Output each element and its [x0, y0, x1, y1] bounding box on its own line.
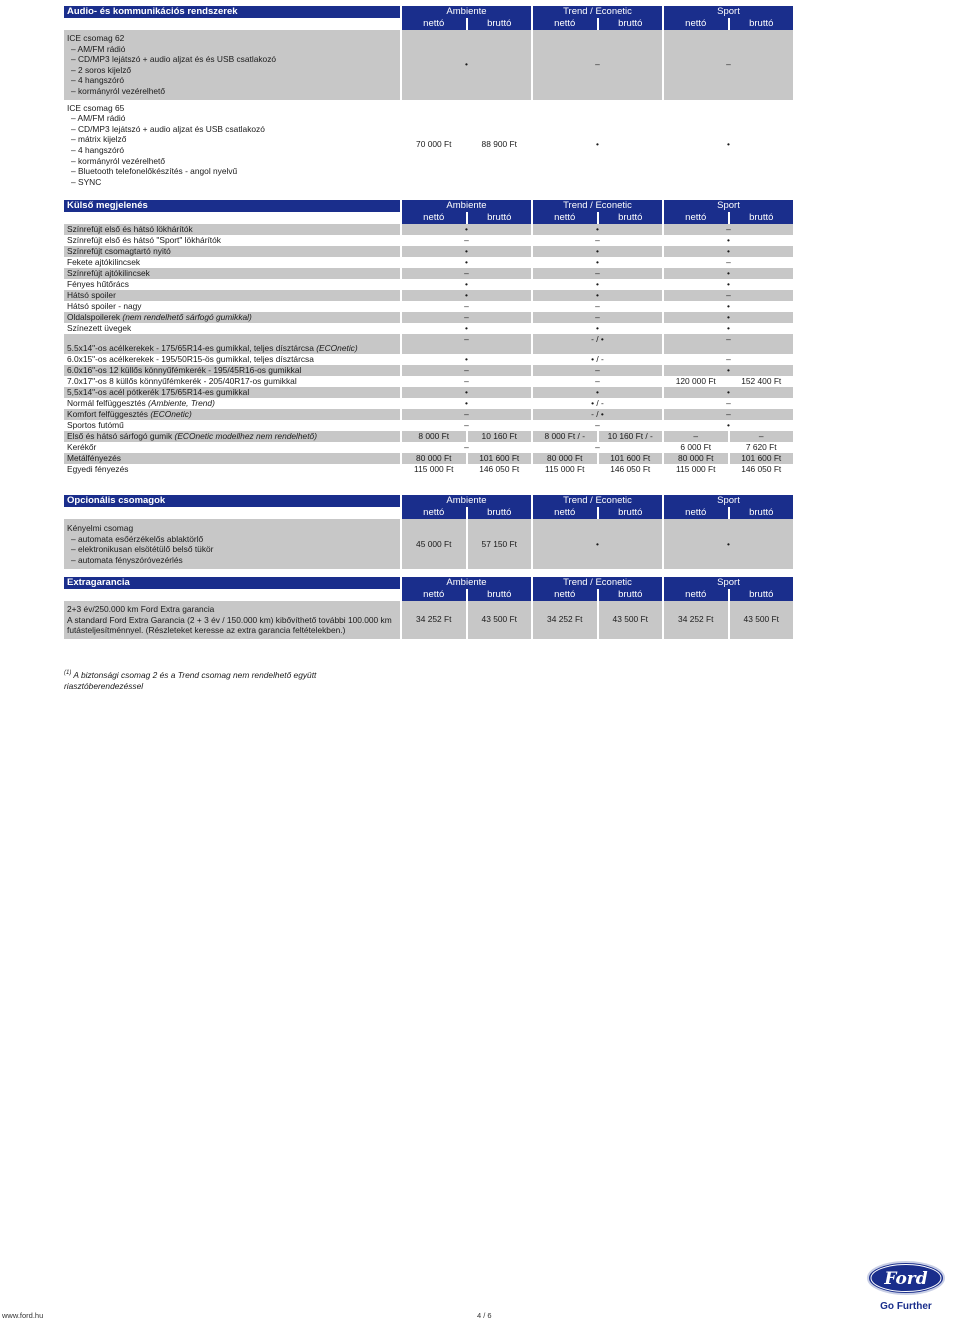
col-netto: nettó [533, 589, 597, 601]
col-group-sport: Sport [664, 495, 793, 507]
value-cell: 43 500 Ft [730, 601, 794, 639]
value-cell: • [664, 323, 793, 334]
row-description: ICE csomag 62 – AM/FM rádió – CD/MP3 lejátszó + audio aljzat és és USB csatlakozó – 2 soros kijelző – 4 hangszóró – kormányról vezérelhető [64, 30, 400, 100]
table-row [64, 279, 793, 290]
value-cell: 43 500 Ft [599, 601, 663, 639]
row-description: ICE csomag 65 – AM/FM rádió – CD/MP3 lejátszó + audio aljzat és USB csatlakozó – mátrix kijelző – 4 hangszóró – kormányról vezérelhető – Bluetooth telefonelőkészítés - angol nyelvű – SYNC [64, 100, 400, 191]
row-description: Színrefújt első és hátsó lökhárítók [64, 224, 400, 235]
table-row [64, 246, 793, 257]
value-cell: 80 000 Ft [402, 453, 466, 464]
table-row [64, 519, 793, 569]
table-row [64, 442, 793, 453]
value-cell: 10 160 Ft [468, 431, 532, 442]
value-cell: – [533, 30, 662, 100]
table-row [64, 464, 793, 475]
value-cell: • [664, 235, 793, 246]
row-description: Kényelmi csomag – automata esőérzékelős ablaktörlő – elektronikusan elsötétülő belső tükör – automata fényszóróvezérlés [64, 519, 400, 569]
exterior-table [62, 200, 795, 475]
value-cell: 8 000 Ft [402, 431, 466, 442]
value-cell: – [402, 312, 531, 323]
optional-section [62, 495, 795, 569]
value-cell: – [664, 431, 728, 442]
col-netto: nettó [402, 18, 466, 30]
col-brutto: bruttó [599, 212, 663, 224]
value-cell: • [664, 387, 793, 398]
col-netto: nettó [664, 507, 728, 519]
optional-header-row [64, 495, 793, 507]
value-cell: • [533, 290, 662, 301]
row-description: Első és hátsó sárfogó gumik (ECOnetic modellhez nem rendelhető) [64, 431, 400, 442]
value-cell: • [402, 224, 531, 235]
row-description: Hátsó spoiler [64, 290, 400, 301]
footnote [64, 670, 364, 691]
table-row [64, 257, 793, 268]
col-netto: nettó [402, 507, 466, 519]
value-cell: 8 000 Ft / - [533, 431, 597, 442]
table-row [64, 376, 793, 387]
value-cell: • [402, 290, 531, 301]
extra-header-row [64, 577, 793, 589]
blank-cell [64, 589, 400, 601]
value-cell: 120 000 Ft [664, 376, 728, 387]
value-cell: 70 000 Ft [402, 100, 466, 191]
col-netto: nettó [533, 507, 597, 519]
blank-cell [64, 507, 400, 519]
value-cell: 115 000 Ft [533, 464, 597, 475]
extra-section [62, 577, 795, 639]
value-cell: • [533, 257, 662, 268]
value-cell: • [533, 519, 662, 569]
exterior-section-title: Külső megjelenés [64, 200, 400, 212]
col-group-trend: Trend / Econetic [533, 200, 662, 212]
value-cell: 34 252 Ft [664, 601, 728, 639]
audio-header-row [64, 6, 793, 18]
col-netto: nettó [664, 212, 728, 224]
value-cell: • [664, 268, 793, 279]
table-row [64, 409, 793, 420]
row-description: Színezett üvegek [64, 323, 400, 334]
value-cell: • [402, 257, 531, 268]
value-cell: 34 252 Ft [533, 601, 597, 639]
value-cell: 146 050 Ft [730, 464, 794, 475]
table-row [64, 398, 793, 409]
col-group-trend: Trend / Econetic [533, 495, 662, 507]
col-netto: nettó [533, 212, 597, 224]
value-cell: • [664, 365, 793, 376]
footnote-text: A biztonsági csomag 2 és a Trend csomag nem rendelhető együtt riasztóberendezéssel [64, 670, 317, 691]
value-cell: 152 400 Ft [730, 376, 794, 387]
col-brutto: bruttó [730, 589, 794, 601]
value-cell: • [664, 420, 793, 431]
value-cell: • / - [533, 354, 662, 365]
extra-section-title: Extragarancia [64, 577, 400, 589]
exterior-subheader-row [64, 212, 793, 224]
value-cell: – [533, 312, 662, 323]
value-cell: 10 160 Ft / - [599, 431, 663, 442]
table-row [64, 312, 793, 323]
table-row [64, 30, 793, 100]
row-description: 7.0x17"-os 8 küllős könnyűfémkerék - 205/40R17-os gumikkal [64, 376, 400, 387]
value-cell: • [533, 323, 662, 334]
value-cell: – [730, 431, 794, 442]
row-description: Sportos futómű [64, 420, 400, 431]
col-group-sport: Sport [664, 6, 793, 18]
extra-subheader-row [64, 589, 793, 601]
audio-section-title: Audio- és kommunikációs rendszerek [64, 6, 400, 18]
value-cell: • [402, 279, 531, 290]
value-cell: 101 600 Ft [730, 453, 794, 464]
table-row [64, 453, 793, 464]
value-cell: – [664, 409, 793, 420]
col-netto: nettó [402, 212, 466, 224]
value-cell: • [402, 354, 531, 365]
footer-url[interactable]: www.ford.hu [2, 1310, 44, 1320]
value-cell: 88 900 Ft [468, 100, 532, 191]
row-description: Kerékőr [64, 442, 400, 453]
extra-table [62, 577, 795, 639]
value-cell: • [664, 519, 793, 569]
value-cell: – [533, 365, 662, 376]
col-brutto: bruttó [468, 507, 532, 519]
row-description: Színrefújt csomagtartó nyitó [64, 246, 400, 257]
page-number: 4 / 6 [477, 1310, 492, 1320]
optional-subheader-row [64, 507, 793, 519]
ford-logo [866, 1260, 946, 1312]
row-description: 2+3 év/250.000 km Ford Extra garancia A standard Ford Extra Garancia (2 + 3 év / 150.000 km) kibővíthető további 100.000 km futásteljesítménnyel. (Részleteket keresse az extra garancia feltételekben.) [64, 601, 400, 639]
value-cell: 146 050 Ft [468, 464, 532, 475]
col-brutto: bruttó [599, 507, 663, 519]
value-cell: 80 000 Ft [533, 453, 597, 464]
value-cell: – [664, 224, 793, 235]
col-brutto: bruttó [730, 212, 794, 224]
value-cell: – [533, 268, 662, 279]
table-row [64, 268, 793, 279]
table-row [64, 354, 793, 365]
blank-cell [64, 18, 400, 30]
value-cell: • [402, 30, 531, 100]
value-cell: – [402, 301, 531, 312]
value-cell: – [402, 376, 531, 387]
value-cell: 101 600 Ft [599, 453, 663, 464]
col-netto: nettó [402, 589, 466, 601]
audio-subheader-row [64, 18, 793, 30]
col-group-sport: Sport [664, 200, 793, 212]
table-row [64, 323, 793, 334]
value-cell: – [402, 442, 531, 453]
value-cell: • [533, 387, 662, 398]
value-cell: • [402, 387, 531, 398]
row-description: 6.0x15"-os acélkerekek - 195/50R15-ös gumikkal, teljes dísztárcsa [64, 354, 400, 365]
optional-table [62, 495, 795, 569]
row-description: Színrefújt ajtókilincsek [64, 268, 400, 279]
table-row [64, 601, 793, 639]
value-cell: – [402, 235, 531, 246]
col-group-ambiente: Ambiente [402, 577, 531, 589]
col-brutto: bruttó [599, 589, 663, 601]
value-cell: 57 150 Ft [468, 519, 532, 569]
value-cell: – [664, 334, 793, 354]
value-cell: – [664, 354, 793, 365]
value-cell: • / - [533, 398, 662, 409]
value-cell: – [533, 442, 662, 453]
value-cell: • [664, 246, 793, 257]
value-cell: • [664, 100, 793, 191]
col-brutto: bruttó [730, 507, 794, 519]
ford-oval-icon [866, 1260, 946, 1296]
value-cell: • [533, 246, 662, 257]
row-description: Normál felfüggesztés (Ambiente, Trend) [64, 398, 400, 409]
value-cell: – [533, 235, 662, 246]
col-brutto: bruttó [468, 18, 532, 30]
row-description: Színrefújt első és hátsó "Sport" lökhárítók [64, 235, 400, 246]
value-cell: – [664, 290, 793, 301]
audio-section [62, 6, 795, 190]
row-description: Metálfényezés [64, 453, 400, 464]
value-cell: 43 500 Ft [468, 601, 532, 639]
col-group-trend: Trend / Econetic [533, 6, 662, 18]
col-brutto: bruttó [468, 212, 532, 224]
value-cell: – [664, 398, 793, 409]
value-cell: 6 000 Ft [664, 442, 728, 453]
value-cell: • [533, 224, 662, 235]
value-cell: – [533, 420, 662, 431]
table-row [64, 365, 793, 376]
value-cell: – [664, 30, 793, 100]
value-cell: – [402, 268, 531, 279]
svg-text:Ford: Ford [884, 1269, 928, 1289]
value-cell: • [664, 279, 793, 290]
value-cell: 80 000 Ft [664, 453, 728, 464]
table-row [64, 387, 793, 398]
row-description: Komfort felfüggesztés (ECOnetic) [64, 409, 400, 420]
value-cell: • [533, 279, 662, 290]
audio-table [62, 6, 795, 190]
row-description: Hátsó spoiler - nagy [64, 301, 400, 312]
exterior-section [62, 200, 795, 475]
value-cell: • [664, 312, 793, 323]
value-cell: 115 000 Ft [402, 464, 466, 475]
col-group-sport: Sport [664, 577, 793, 589]
row-description: Fényes hűtőrács [64, 279, 400, 290]
value-cell: – [533, 376, 662, 387]
table-row [64, 420, 793, 431]
value-cell: – [664, 257, 793, 268]
col-netto: nettó [533, 18, 597, 30]
value-cell: • [402, 323, 531, 334]
value-cell: – [402, 409, 531, 420]
row-description: 6.0x16"-os 12 küllős könnyűfémkerék - 195/45R16-os gumikkal [64, 365, 400, 376]
value-cell: – [402, 420, 531, 431]
table-row [64, 290, 793, 301]
value-cell: 7 620 Ft [730, 442, 794, 453]
row-description: 5,5x14"-os acél pótkerék 175/65R14-es gumikkal [64, 387, 400, 398]
col-netto: nettó [664, 589, 728, 601]
value-cell: 34 252 Ft [402, 601, 466, 639]
table-row [64, 224, 793, 235]
ford-tagline: Go Further [880, 1300, 932, 1312]
optional-section-title: Opcionális csomagok [64, 495, 400, 507]
exterior-rows [64, 224, 793, 475]
col-brutto: bruttó [468, 589, 532, 601]
value-cell: • [402, 398, 531, 409]
value-cell: - / • [533, 334, 662, 354]
col-netto: nettó [664, 18, 728, 30]
row-description: Fekete ajtókilincsek [64, 257, 400, 268]
row-description: Oldalspoilerek (nem rendelhető sárfogó gumikkal) [64, 312, 400, 323]
value-cell: – [402, 334, 531, 354]
value-cell: 45 000 Ft [402, 519, 466, 569]
table-row [64, 235, 793, 246]
row-description: 5.5x14"-os acélkerekek - 175/65R14-es gumikkal, teljes dísztárcsa (ECOnetic) [64, 334, 400, 354]
exterior-header-row [64, 200, 793, 212]
col-group-ambiente: Ambiente [402, 495, 531, 507]
col-group-trend: Trend / Econetic [533, 577, 662, 589]
col-group-ambiente: Ambiente [402, 200, 531, 212]
value-cell: • [402, 246, 531, 257]
col-brutto: bruttó [599, 18, 663, 30]
table-row [64, 301, 793, 312]
row-description: Egyedi fényezés [64, 464, 400, 475]
value-cell: - / • [533, 409, 662, 420]
table-row [64, 431, 793, 442]
value-cell: – [402, 365, 531, 376]
value-cell: 115 000 Ft [664, 464, 728, 475]
value-cell: 146 050 Ft [599, 464, 663, 475]
table-row [64, 334, 793, 354]
blank-cell [64, 212, 400, 224]
value-cell: • [533, 100, 662, 191]
col-group-ambiente: Ambiente [402, 6, 531, 18]
value-cell: 101 600 Ft [468, 453, 532, 464]
footnote-mark: (1) [64, 670, 72, 677]
table-row [64, 100, 793, 191]
value-cell: – [533, 301, 662, 312]
col-brutto: bruttó [730, 18, 794, 30]
value-cell: • [664, 301, 793, 312]
